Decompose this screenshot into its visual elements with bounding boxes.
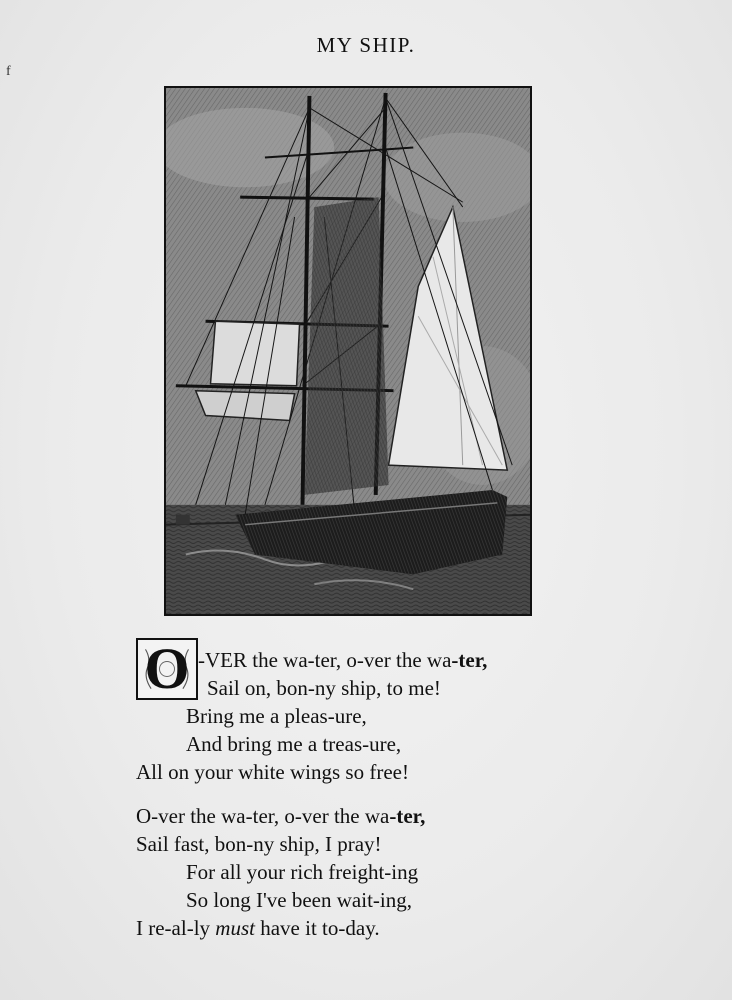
ship-illustration xyxy=(164,86,532,616)
stanza1-line3: Bring me a pleas-ure, xyxy=(186,704,367,728)
stanza2-line5-start: I re-al-ly xyxy=(136,916,216,940)
stanza2-line5-italic: must xyxy=(215,916,255,940)
stanza2-line3: For all your rich freight-ing xyxy=(186,860,419,884)
drop-cap xyxy=(136,638,198,700)
stanza1-line5: All on your white wings so free! xyxy=(136,760,409,784)
drop-cap-letter: O xyxy=(144,636,190,701)
sailing-ship-engraving-icon xyxy=(166,88,530,614)
stanza2-line5 xyxy=(136,918,380,939)
margin-mark: f xyxy=(6,64,11,79)
stanza1-line2: Sail on, bon-ny ship, to me! xyxy=(207,676,441,700)
stanza2-line1-bold: -ter, xyxy=(389,804,426,828)
stanza2-line1 xyxy=(136,806,425,827)
stanza2-line2: Sail fast, bon-ny ship, I pray! xyxy=(136,832,382,856)
page-title: MY SHIP. xyxy=(316,33,416,57)
stanza2-line4: So long I've been wait-ing, xyxy=(186,888,412,912)
stanza1-line1-text: -VER the wa-ter, o-ver the wa xyxy=(198,648,452,672)
stanza1-line1 xyxy=(198,650,487,671)
stanza1-line1-bold: -ter, xyxy=(451,648,488,672)
stanza2-line1-text: O-ver the wa-ter, o-ver the wa xyxy=(136,804,390,828)
stanza1-line4: And bring me a treas-ure, xyxy=(186,732,402,756)
stanza2-line5-end: have it to-day. xyxy=(254,916,380,940)
